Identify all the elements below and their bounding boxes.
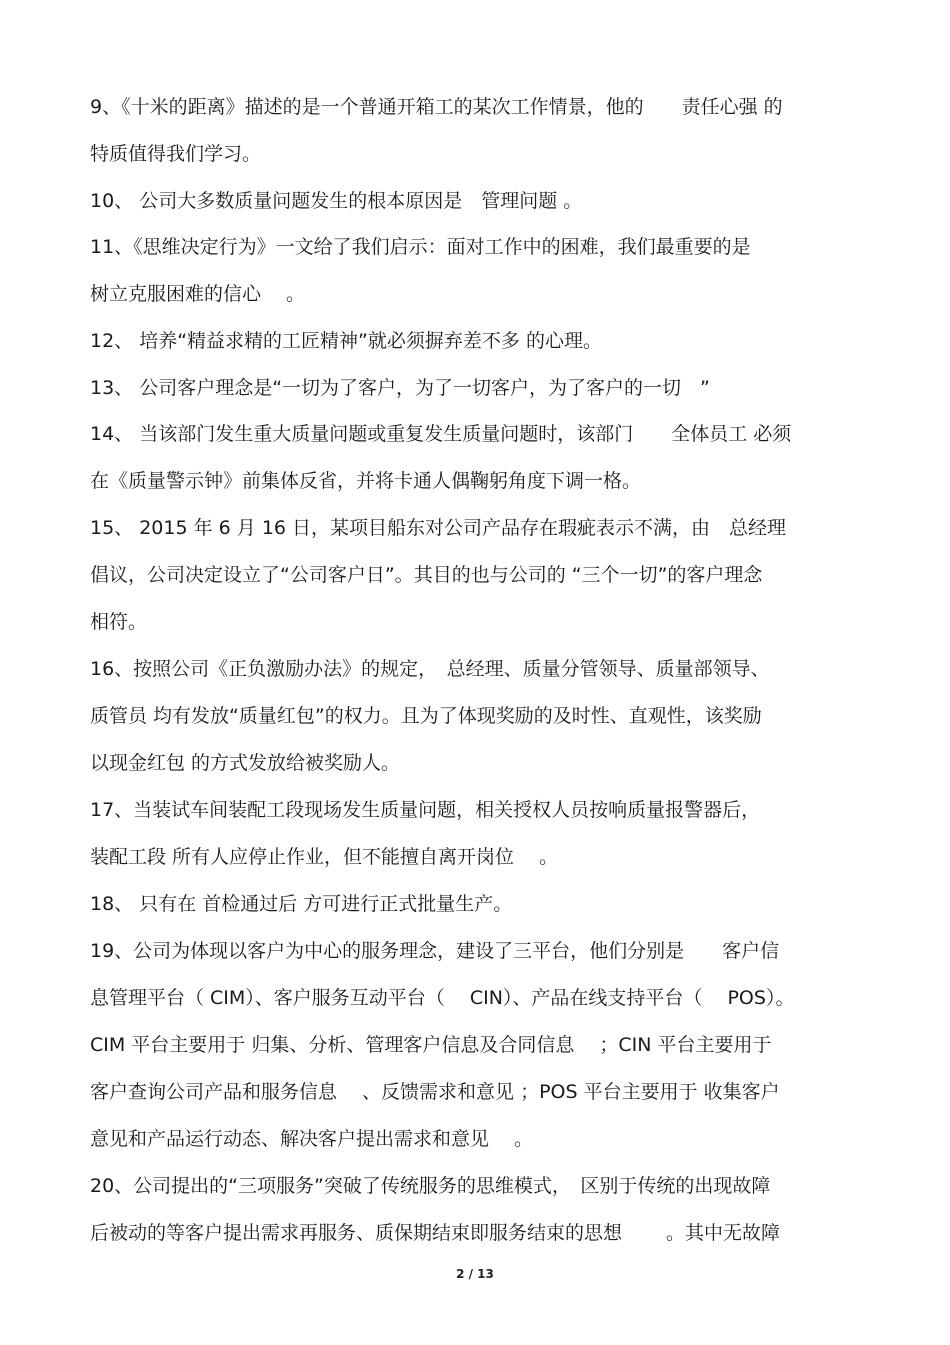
text-line: 12、 培养“精益求精的工匠精神”就必须摒弃差不多 的心理。 <box>90 330 602 352</box>
text-line: 相符。 <box>90 611 148 633</box>
text-line: 意见和产品运行动态、解决客户提出需求和意见 。 <box>90 1128 534 1150</box>
question-item <box>90 646 880 787</box>
text-line: 13、 公司客户理念是“一切为了客户，为了一切客户，为了客户的一切 ” <box>90 377 710 399</box>
question-item <box>90 84 880 178</box>
text-line: 10、 公司大多数质量问题发生的根本原因是 管理问题 。 <box>90 190 583 212</box>
text-line: 树立克服困难的信心 。 <box>90 283 306 305</box>
question-item <box>90 505 880 646</box>
text-line: 11、《思维决定行为》一文给了我们启示：面对工作中的困难，我们最重要的是 <box>90 236 751 258</box>
text-line: 14、 当该部门发生重大质量问题或重复发生质量问题时，该部门 全体员工 必须 <box>90 423 792 445</box>
question-item <box>90 1163 880 1257</box>
text-line: 后被动的等客户提出需求再服务、质保期结束即服务结束的思想 。其中无故障 <box>90 1222 781 1244</box>
text-line: 质管员 均有发放“质量红包”的权力。且为了体现奖励的及时性、直观性，该奖励 <box>90 705 762 727</box>
page-number: 2 / 13 <box>456 1267 494 1281</box>
question-item <box>90 787 880 881</box>
text-line: 18、 只有在 首检通过后 方可进行正式批量生产。 <box>90 893 513 915</box>
text-line: 9、《十米的距离》描述的是一个普通开箱工的某次工作情景，他的 责任心强 的 <box>90 96 783 118</box>
question-item <box>90 224 880 318</box>
text-line: 17、当装试车间装配工段现场发生质量问题，相关授权人员按响质量报警器后， <box>90 799 761 821</box>
text-line: CIM 平台主要用于 归集、分析、管理客户信息及合同信息 ；CIN 平台主要用于 <box>90 1034 772 1056</box>
text-line: 19、公司为体现以客户为中心的服务理念，建设了三平台，他们分别是 客户信 <box>90 940 780 962</box>
text-line: 20、公司提出的“三项服务”突破了传统服务的思维模式， 区别于传统的出现故障 <box>90 1175 771 1197</box>
text-line: 15、 2015 年 6 月 16 日，某项目船东对公司产品存在瑕疵表示不满，由 总经理 <box>90 517 787 539</box>
question-item <box>90 365 880 412</box>
text-line: 客户查询公司产品和服务信息 、反馈需求和意见 ；POS 平台主要用于 收集客户 <box>90 1081 780 1103</box>
text-line: 以现金红包 的方式发放给被奖励人。 <box>90 752 401 774</box>
text-line: 16、按照公司《正负激励办法》的规定， 总经理、质量分管领导、质量部领导、 <box>90 658 770 680</box>
question-item <box>90 318 880 365</box>
text-line: 装配工段 所有人应停止作业，但不能擅自离开岗位 。 <box>90 846 559 868</box>
question-item <box>90 178 880 225</box>
text-line: 倡议，公司决定设立了“公司客户日”。其目的也与公司的 “三个一切”的客户理念 <box>90 564 763 586</box>
question-item <box>90 928 880 1163</box>
question-item <box>90 881 880 928</box>
text-line: 特质值得我们学习。 <box>90 143 262 165</box>
question-item <box>90 411 880 505</box>
text-line: 息管理平台（ CIM）、客户服务互动平台（ CIN）、产品在线支持平台（ POS）。 <box>90 987 795 1009</box>
text-line: 在《质量警示钟》前集体反省，并将卡通人偶鞠躬角度下调一格。 <box>90 470 642 492</box>
